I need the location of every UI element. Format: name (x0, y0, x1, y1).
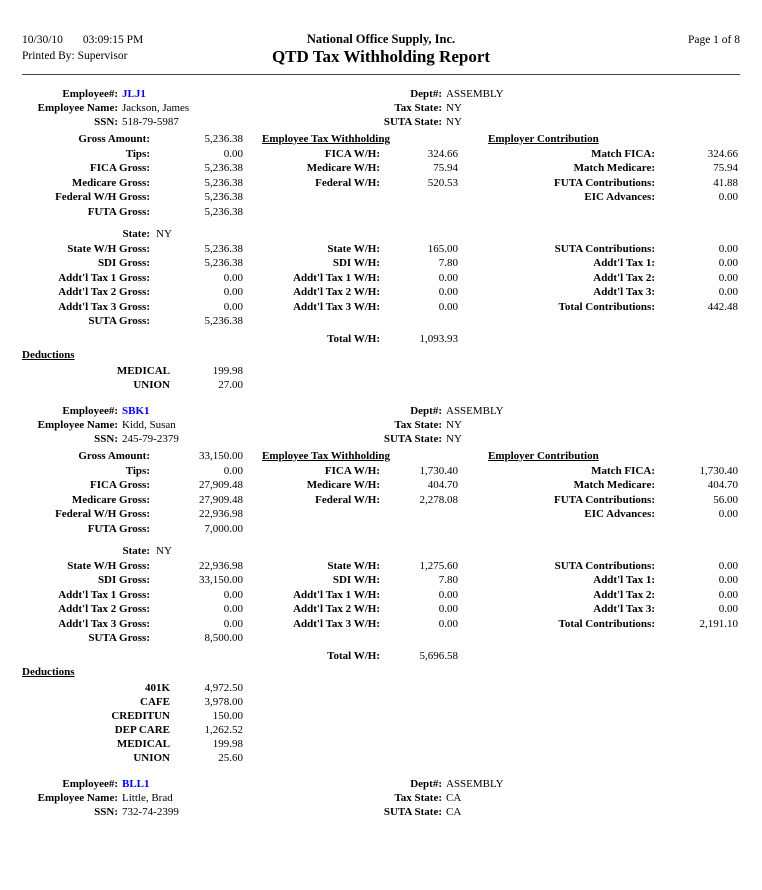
state-withholding-value: 0.00 (438, 617, 458, 630)
state-withholding-label: Addt'l Tax 1 W/H: (293, 588, 380, 601)
state-contribution-label: Addt'l Tax 3: (593, 603, 655, 615)
state-gross-value: 0.00 (223, 300, 243, 313)
deduction-amount: 3,978.00 (204, 696, 243, 708)
gross-label: FICA Gross: (90, 162, 150, 174)
deduction-amount: 4,972.50 (204, 682, 243, 694)
report-body (0, 87, 762, 819)
contribution-label: Match FICA: (591, 147, 655, 160)
spacer (655, 544, 740, 559)
employee-tax-withholding-header: Employee Tax Withholding (262, 450, 390, 462)
ssn-value: 518-79-5987 (122, 116, 179, 128)
deductions-header: Deductions (22, 666, 75, 678)
state-contribution-value: 0.00 (718, 271, 738, 284)
spacer (380, 544, 460, 559)
gross-value: 33,150.00 (199, 450, 243, 462)
suta-state-value: CA (446, 806, 462, 818)
employer-contribution-header: Employer Contribution (488, 450, 599, 462)
gross-value: 5,236.38 (204, 176, 243, 189)
gross-label: Gross Amount: (78, 133, 150, 145)
spacer (0, 332, 150, 347)
print-date: 10/30/10 (22, 34, 63, 46)
state-contribution-value: 0.00 (718, 559, 738, 572)
withholding-value: 2,278.08 (419, 493, 458, 506)
deduction-amount: 199.98 (212, 738, 243, 750)
state-gross-label: SUTA Gross: (88, 632, 150, 644)
employee-name-label: Employee Name: (37, 792, 118, 804)
contribution-label: Match Medicare: (573, 162, 655, 174)
contribution-label: Match FICA: (591, 464, 655, 477)
withholding-label (245, 205, 380, 220)
state-contribution-label: SUTA Contributions: (554, 559, 655, 572)
gross-value: 5,236.38 (204, 191, 243, 203)
gross-label: Federal W/H Gross: (55, 191, 150, 203)
report-title: QTD Tax Withholding Report (271, 47, 491, 66)
deduction-name: MEDICAL (116, 738, 170, 750)
gross-label: FUTA Gross: (87, 205, 150, 218)
total-wh-value: 1,093.93 (419, 332, 458, 345)
state-contribution-label: Addt'l Tax 2: (593, 271, 655, 284)
tax-state-value: NY (446, 419, 462, 431)
withholding-value (380, 507, 460, 522)
state-contribution-label (460, 631, 655, 646)
federal-section (0, 132, 762, 219)
federal-section (0, 449, 762, 536)
state-contribution-value: 0.00 (718, 603, 738, 615)
state-contribution-value: 0.00 (718, 588, 738, 601)
contribution-label (460, 205, 655, 220)
gross-value: 27,909.48 (199, 493, 243, 506)
employee-number-label: Employee#: (62, 405, 118, 417)
state-withholding-value: 1,275.60 (419, 559, 458, 572)
dept-value: ASSEMBLY (446, 405, 504, 417)
employee-name-value: Kidd, Susan (122, 419, 176, 431)
state-gross-label: State W/H Gross: (67, 559, 150, 572)
state-contribution-value: 0.00 (718, 257, 738, 269)
state-withholding-value (380, 314, 460, 329)
employee-block (0, 404, 762, 765)
deductions-list (0, 681, 762, 765)
suta-state-value: NY (446, 433, 462, 445)
employee-name-label: Employee Name: (37, 419, 118, 431)
state-gross-label: Addt'l Tax 2 Gross: (58, 286, 150, 298)
employee-number-label: Employee#: (62, 778, 118, 790)
withholding-label: Medicare W/H: (306, 479, 380, 491)
state-gross-value: 0.00 (223, 603, 243, 615)
suta-state-label: SUTA State: (383, 433, 442, 445)
withholding-value: 75.94 (433, 162, 458, 174)
header-row-2 (0, 47, 762, 67)
state-gross-value: 5,236.38 (204, 242, 243, 255)
gross-value: 5,236.38 (204, 205, 243, 218)
tax-state-label: Tax State: (394, 102, 442, 114)
state-withholding-label: Addt'l Tax 3 W/H: (293, 617, 380, 630)
employee-number-link[interactable]: JLJ1 (122, 88, 146, 100)
withholding-label (245, 507, 380, 522)
state-gross-label: SUTA Gross: (88, 315, 150, 327)
employee-identity (0, 777, 762, 819)
gross-label: Federal W/H Gross: (55, 508, 150, 520)
deduction-name: UNION (133, 379, 170, 391)
total-wh-value: 5,696.58 (419, 649, 458, 662)
state-label: State: (122, 228, 150, 240)
total-wh-label: Total W/H: (327, 649, 380, 662)
contribution-label: EIC Advances: (584, 191, 655, 203)
gross-value: 5,236.38 (204, 133, 243, 145)
contribution-value (655, 522, 740, 537)
gross-label: Tips: (125, 464, 150, 477)
gross-value: 27,909.48 (199, 479, 243, 491)
state-gross-label: Addt'l Tax 3 Gross: (58, 300, 150, 313)
gross-value: 0.00 (223, 464, 243, 477)
gross-value: 7,000.00 (204, 522, 243, 535)
withholding-value (380, 190, 460, 205)
withholding-label: Medicare W/H: (306, 162, 380, 174)
contribution-label: FUTA Contributions: (554, 176, 655, 189)
gross-label: Tips: (125, 147, 150, 160)
employee-tax-withholding-header: Employee Tax Withholding (262, 133, 390, 145)
state-section (0, 544, 762, 646)
gross-label: Gross Amount: (78, 450, 150, 462)
withholding-label: Federal W/H: (315, 493, 380, 506)
contribution-label (460, 522, 655, 537)
suta-state-label: SUTA State: (383, 116, 442, 128)
withholding-label (245, 190, 380, 205)
total-withholding-row (0, 649, 762, 664)
gross-value: 5,236.38 (204, 162, 243, 174)
deduction-name: CREDITUN (111, 710, 170, 722)
state-gross-value: 0.00 (223, 588, 243, 601)
state-gross-value: 33,150.00 (199, 574, 243, 586)
state-gross-value: 0.00 (223, 286, 243, 298)
state-value: NY (156, 228, 172, 240)
state-gross-label: SDI Gross: (97, 257, 150, 269)
printed-by: Printed By: Supervisor (22, 50, 128, 62)
state-contribution-value (655, 631, 740, 646)
tax-state-value: NY (446, 102, 462, 114)
spacer (0, 649, 150, 664)
state-gross-value: 5,236.38 (204, 315, 243, 327)
state-contribution-label: Addt'l Tax 3: (593, 286, 655, 298)
contribution-value: 75.94 (713, 162, 738, 174)
withholding-value: 520.53 (427, 176, 458, 189)
state-withholding-label: State W/H: (327, 242, 380, 255)
gross-label: Medicare Gross: (71, 493, 150, 506)
print-time: 03:09:15 PM (82, 34, 144, 46)
state-gross-label: SDI Gross: (97, 574, 150, 586)
deduction-amount: 27.00 (218, 379, 243, 391)
state-withholding-label (245, 314, 380, 329)
employee-identity (0, 404, 762, 446)
dept-label: Dept#: (410, 88, 442, 100)
deduction-name: 401K (144, 682, 170, 694)
ssn-label: SSN: (94, 806, 118, 818)
contribution-value (655, 205, 740, 220)
state-contribution-label: Addt'l Tax 1: (593, 574, 655, 586)
state-withholding-label: State W/H: (327, 559, 380, 572)
state-contribution-value (655, 314, 740, 329)
contribution-label: EIC Advances: (584, 508, 655, 520)
state-contribution-value: 0.00 (718, 286, 738, 298)
dept-value: ASSEMBLY (446, 778, 504, 790)
tax-state-label: Tax State: (394, 419, 442, 431)
report-header (0, 32, 762, 75)
employee-block (0, 777, 762, 819)
print-datetime (22, 34, 222, 46)
deduction-amount: 150.00 (212, 710, 243, 722)
spacer (380, 227, 460, 242)
state-withholding-value: 7.80 (438, 257, 458, 269)
state-withholding-value: 0.00 (438, 300, 458, 313)
state-contribution-value: 2,191.10 (699, 617, 738, 630)
header-divider (22, 74, 740, 75)
state-withholding-value (380, 631, 460, 646)
state-withholding-value: 0.00 (438, 286, 458, 298)
state-gross-value: 5,236.38 (204, 257, 243, 269)
deduction-name: UNION (133, 752, 170, 764)
state-withholding-value: 0.00 (438, 588, 458, 601)
spacer (460, 227, 655, 242)
tax-state-value: CA (446, 792, 462, 804)
deductions-list (0, 364, 762, 392)
total-withholding-row (0, 332, 762, 347)
contribution-value: 0.00 (718, 191, 738, 203)
ssn-label: SSN: (94, 433, 118, 445)
state-withholding-value: 0.00 (438, 271, 458, 284)
state-contribution-label: Total Contributions: (558, 617, 655, 630)
employee-number-link[interactable]: BLL1 (122, 778, 150, 790)
state-gross-label: Addt'l Tax 1 Gross: (58, 271, 150, 284)
employee-number-label: Employee#: (62, 88, 118, 100)
spacer (150, 649, 245, 664)
state-contribution-value: 0.00 (718, 574, 738, 586)
page-indicator: Page 1 of 8 (687, 34, 740, 46)
contribution-label: Match Medicare: (573, 479, 655, 491)
deduction-amount: 25.60 (218, 752, 243, 764)
dept-label: Dept#: (410, 778, 442, 790)
spacer (655, 227, 740, 242)
withholding-value: 1,730.40 (419, 464, 458, 477)
total-wh-label: Total W/H: (327, 332, 380, 345)
state-contribution-label: Total Contributions: (558, 300, 655, 313)
state-contribution-label: Addt'l Tax 1: (593, 257, 655, 269)
state-contribution-value: 0.00 (718, 242, 738, 255)
ssn-label: SSN: (94, 116, 118, 128)
gross-label: Medicare Gross: (71, 176, 150, 189)
state-withholding-label: Addt'l Tax 2 W/H: (293, 603, 380, 615)
deduction-amount: 1,262.52 (204, 724, 243, 736)
state-gross-label: Addt'l Tax 1 Gross: (58, 588, 150, 601)
withholding-label: FICA W/H: (324, 147, 380, 160)
company-name: National Office Supply, Inc. (306, 32, 456, 46)
ssn-value: 245-79-2379 (122, 433, 179, 445)
employee-name-value: Jackson, James (122, 102, 190, 114)
state-withholding-label: Addt'l Tax 2 W/H: (293, 286, 380, 298)
withholding-value (380, 522, 460, 537)
state-gross-label: Addt'l Tax 3 Gross: (58, 617, 150, 630)
deductions-header: Deductions (22, 349, 75, 361)
state-gross-label: Addt'l Tax 2 Gross: (58, 603, 150, 615)
state-withholding-label: SDI W/H: (332, 574, 380, 586)
state-contribution-label (460, 314, 655, 329)
state-contribution-label: Addt'l Tax 2: (593, 588, 655, 601)
dept-value: ASSEMBLY (446, 88, 504, 100)
contribution-value: 41.88 (713, 176, 738, 189)
state-contribution-value: 442.48 (707, 300, 738, 313)
tax-state-label: Tax State: (394, 792, 442, 804)
employee-block (0, 87, 762, 392)
gross-value: 22,936.98 (199, 508, 243, 520)
spacer (460, 544, 655, 559)
deduction-name: MEDICAL (116, 365, 170, 377)
gross-label: FICA Gross: (90, 479, 150, 491)
state-gross-label: State W/H Gross: (67, 242, 150, 255)
state-withholding-value: 165.00 (427, 242, 458, 255)
withholding-label: Federal W/H: (315, 176, 380, 189)
state-value: NY (156, 545, 172, 557)
state-withholding-label: SDI W/H: (332, 257, 380, 269)
spacer (150, 332, 245, 347)
spacer (245, 544, 380, 559)
contribution-value: 1,730.40 (699, 464, 738, 477)
state-gross-value: 0.00 (223, 271, 243, 284)
employee-number-link[interactable]: SBK1 (122, 405, 150, 417)
withholding-value: 404.70 (427, 479, 458, 491)
state-gross-value: 8,500.00 (204, 632, 243, 644)
deduction-name: CAFE (140, 696, 170, 708)
withholding-label (245, 522, 380, 537)
employee-identity (0, 87, 762, 129)
withholding-value: 324.66 (427, 147, 458, 160)
suta-state-label: SUTA State: (383, 806, 442, 818)
state-withholding-value: 0.00 (438, 603, 458, 615)
suta-state-value: NY (446, 116, 462, 128)
deduction-amount: 199.98 (212, 365, 243, 377)
state-withholding-label (245, 631, 380, 646)
state-gross-value: 0.00 (223, 617, 243, 630)
ssn-value: 732-74-2399 (122, 806, 179, 818)
header-row-1 (0, 32, 762, 47)
state-label: State: (122, 545, 150, 557)
state-withholding-label: Addt'l Tax 1 W/H: (293, 271, 380, 284)
state-withholding-value: 7.80 (438, 574, 458, 586)
spacer (245, 227, 380, 242)
contribution-value: 404.70 (707, 479, 738, 491)
deduction-name: DEP CARE (114, 724, 170, 736)
state-contribution-label: SUTA Contributions: (554, 242, 655, 255)
state-withholding-label: Addt'l Tax 3 W/H: (293, 300, 380, 313)
contribution-value: 0.00 (718, 508, 738, 520)
contribution-label: FUTA Contributions: (554, 493, 655, 506)
employee-name-label: Employee Name: (37, 102, 118, 114)
employer-contribution-header: Employer Contribution (488, 133, 599, 145)
state-section (0, 227, 762, 329)
gross-value: 0.00 (223, 147, 243, 160)
state-gross-value: 22,936.98 (199, 559, 243, 572)
gross-label: FUTA Gross: (87, 522, 150, 535)
withholding-label: FICA W/H: (324, 464, 380, 477)
dept-label: Dept#: (410, 405, 442, 417)
contribution-value: 324.66 (707, 147, 738, 160)
employee-name-value: Little, Brad (122, 792, 173, 804)
contribution-value: 56.00 (713, 493, 738, 506)
withholding-value (380, 205, 460, 220)
